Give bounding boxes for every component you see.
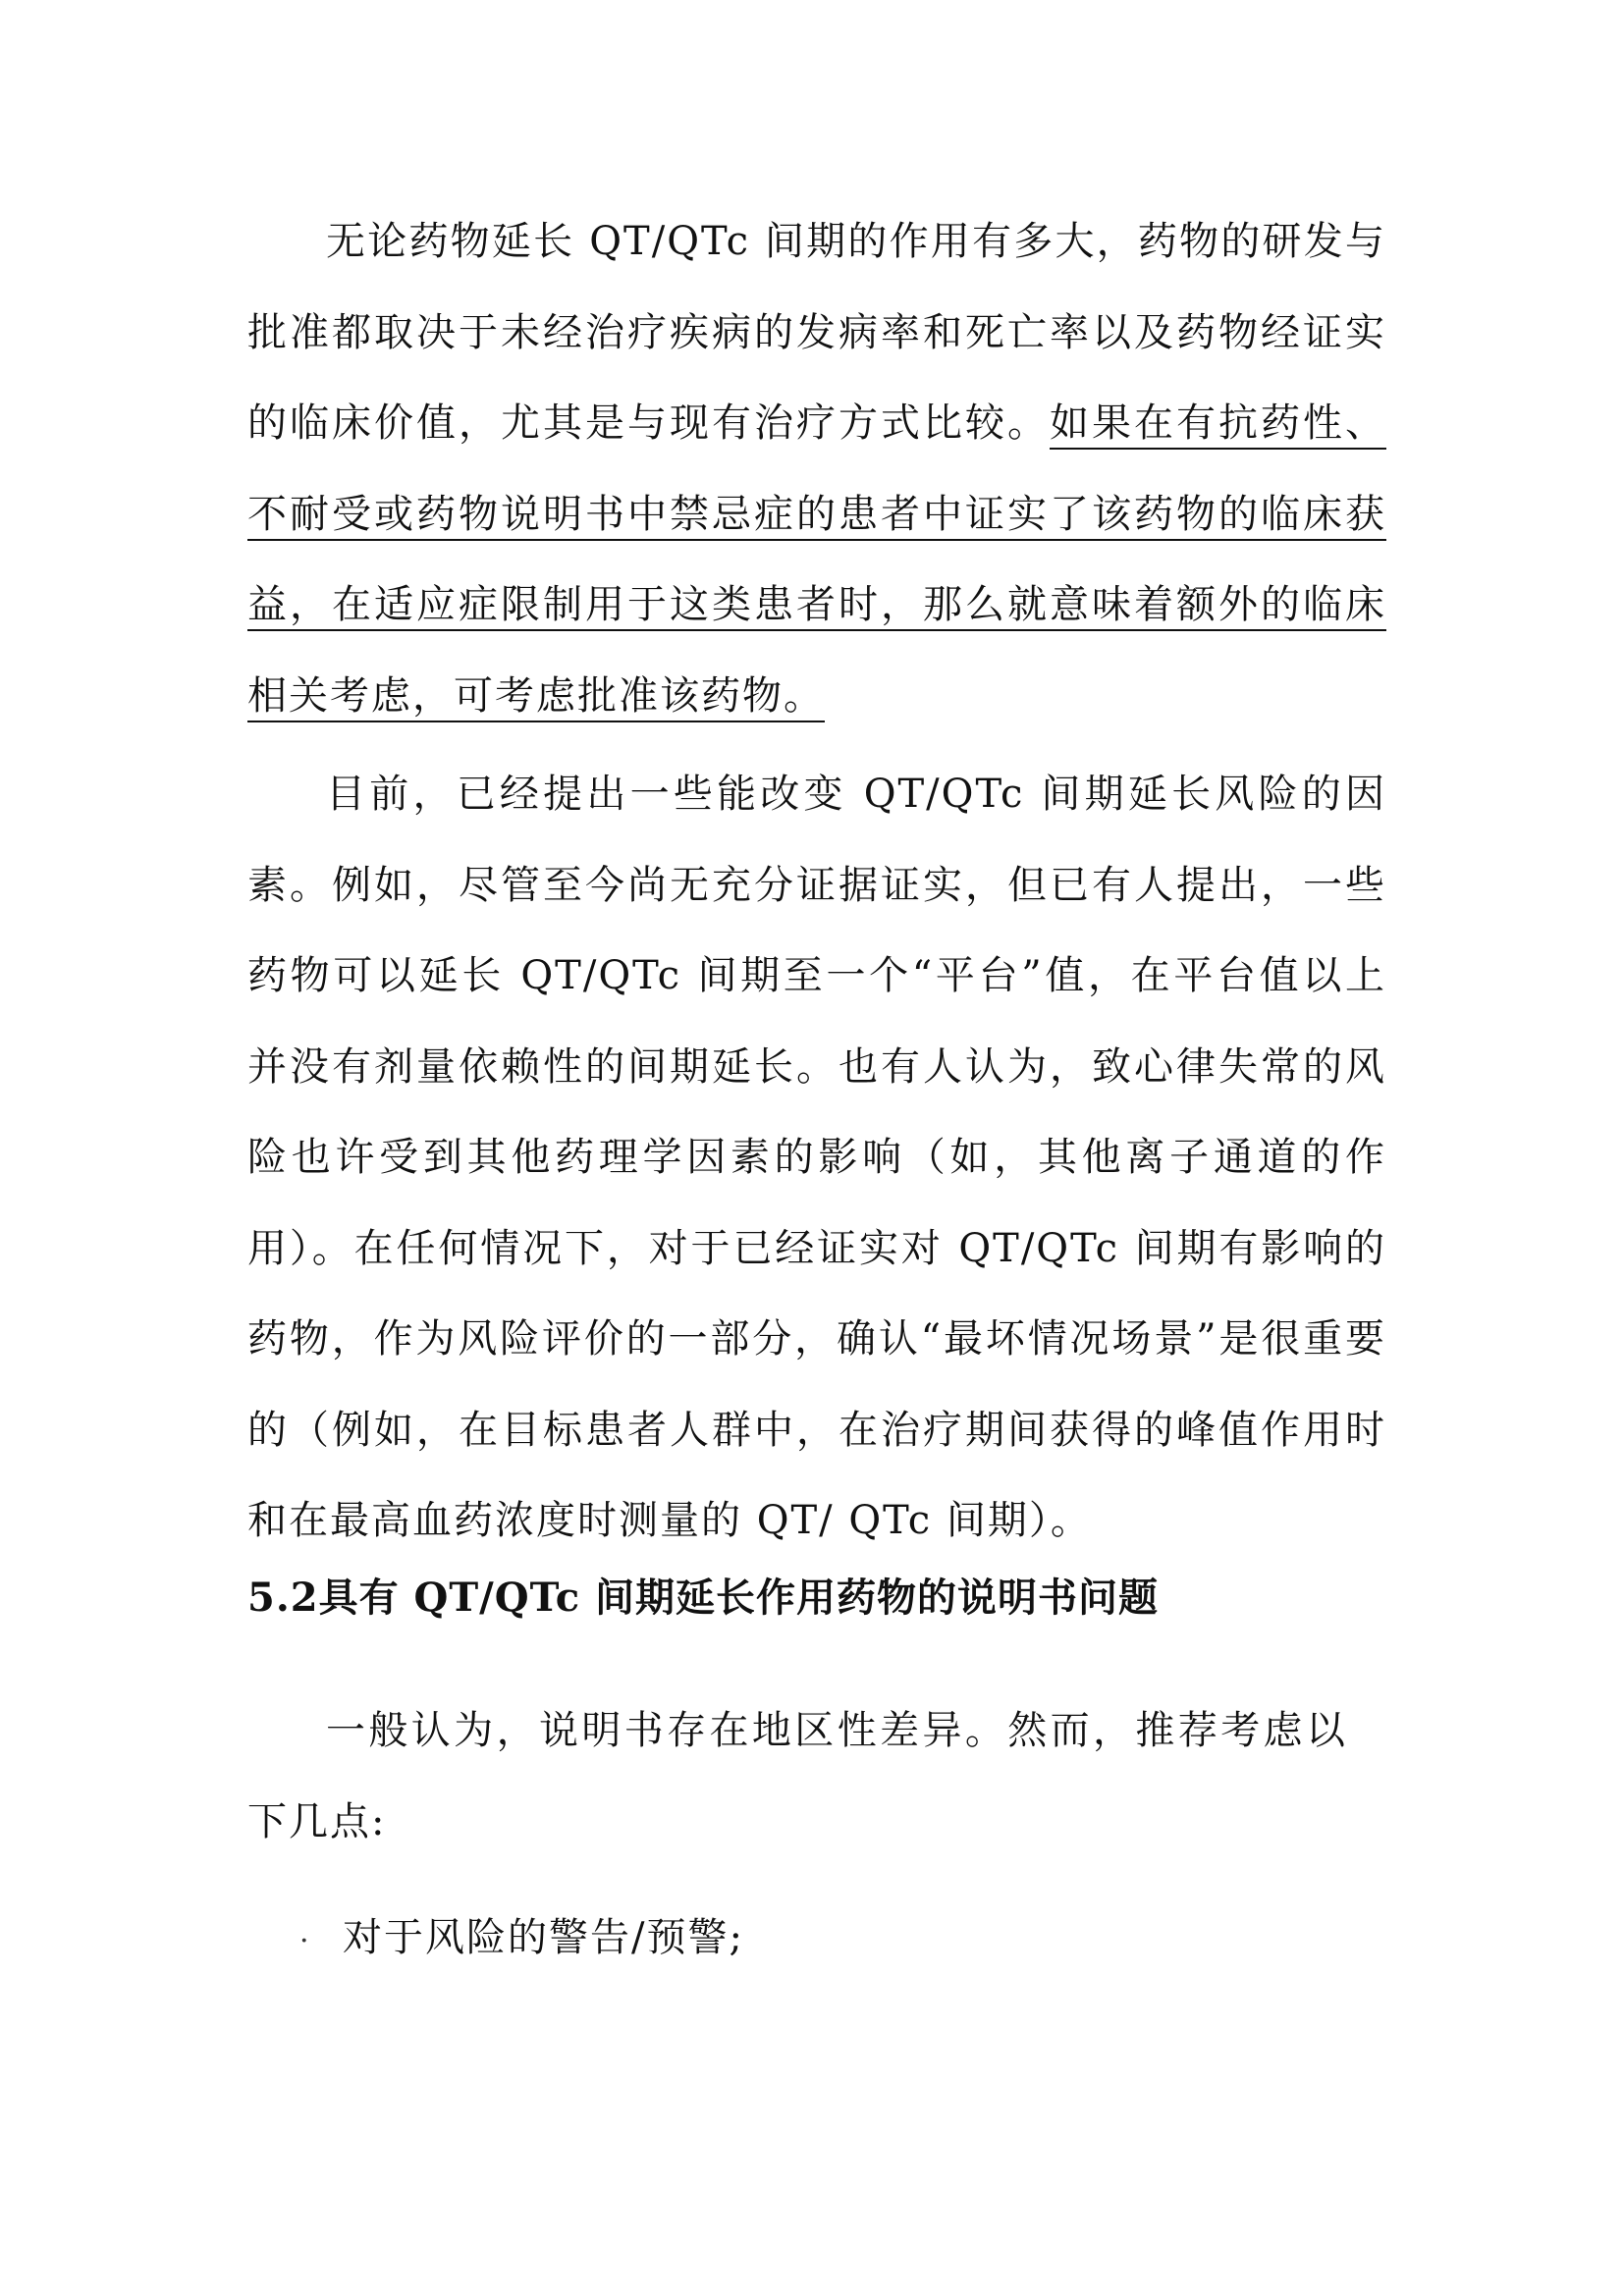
- bullet-dot-icon: ·: [299, 1924, 311, 1958]
- list-item: [299, 1893, 744, 1987]
- paragraph-2: 目前，已经提出一些能改变 QT/QTc 间期延长风险的因素。例如，尽管至今尚无充分证据证实，但已有人提出，一些药物可以延长 QT/QTc 间期至一个“平台”值，在平台值以上并没有剂量依赖性的间期延长。也有人认为，致心律失常的风险也许受到其他药理学因素的影响（如，其他离子通道的作用）。在任何情况下，对于已经证实对 QT/QTc 间期有影响的药物，作为风险评价的一部分，确认“最坏情况场景”是很重要的（例如，在目标患者人群中，在治疗期间获得的峰值作用时和在最高血药浓度时测量的 QT/ QTc 间期）。: [247, 772, 1386, 1543]
- paragraph-1: [247, 196, 1386, 741]
- paragraph-1-text: 无论药物延长 QT/QTc 间期的作用有多大，药物的研发与批准都取决于未经治疗疾病的发病率和死亡率以及药物经证实的临床价值，尤其是与现有治疗方式比较。: [247, 219, 1386, 446]
- section-heading: 5.2具有 QT/QTc 间期延长作用药物的说明书问题: [247, 1575, 1160, 1621]
- list-item-text: 对于风险的警告/预警;: [343, 1915, 744, 1960]
- paragraph-1-underlined-text: 如果在有抗药性、不耐受或药物说明书中禁忌症的患者中证实了该药物的临床获益，在适应症限制用于这类患者时，那么就意味着额外的临床相关考虑，可考虑批准该药物。: [247, 400, 1386, 719]
- paragraph-3: 一般认为，说明书存在地区性差异。然而，推荐考虑以下几点:: [247, 1708, 1347, 1844]
